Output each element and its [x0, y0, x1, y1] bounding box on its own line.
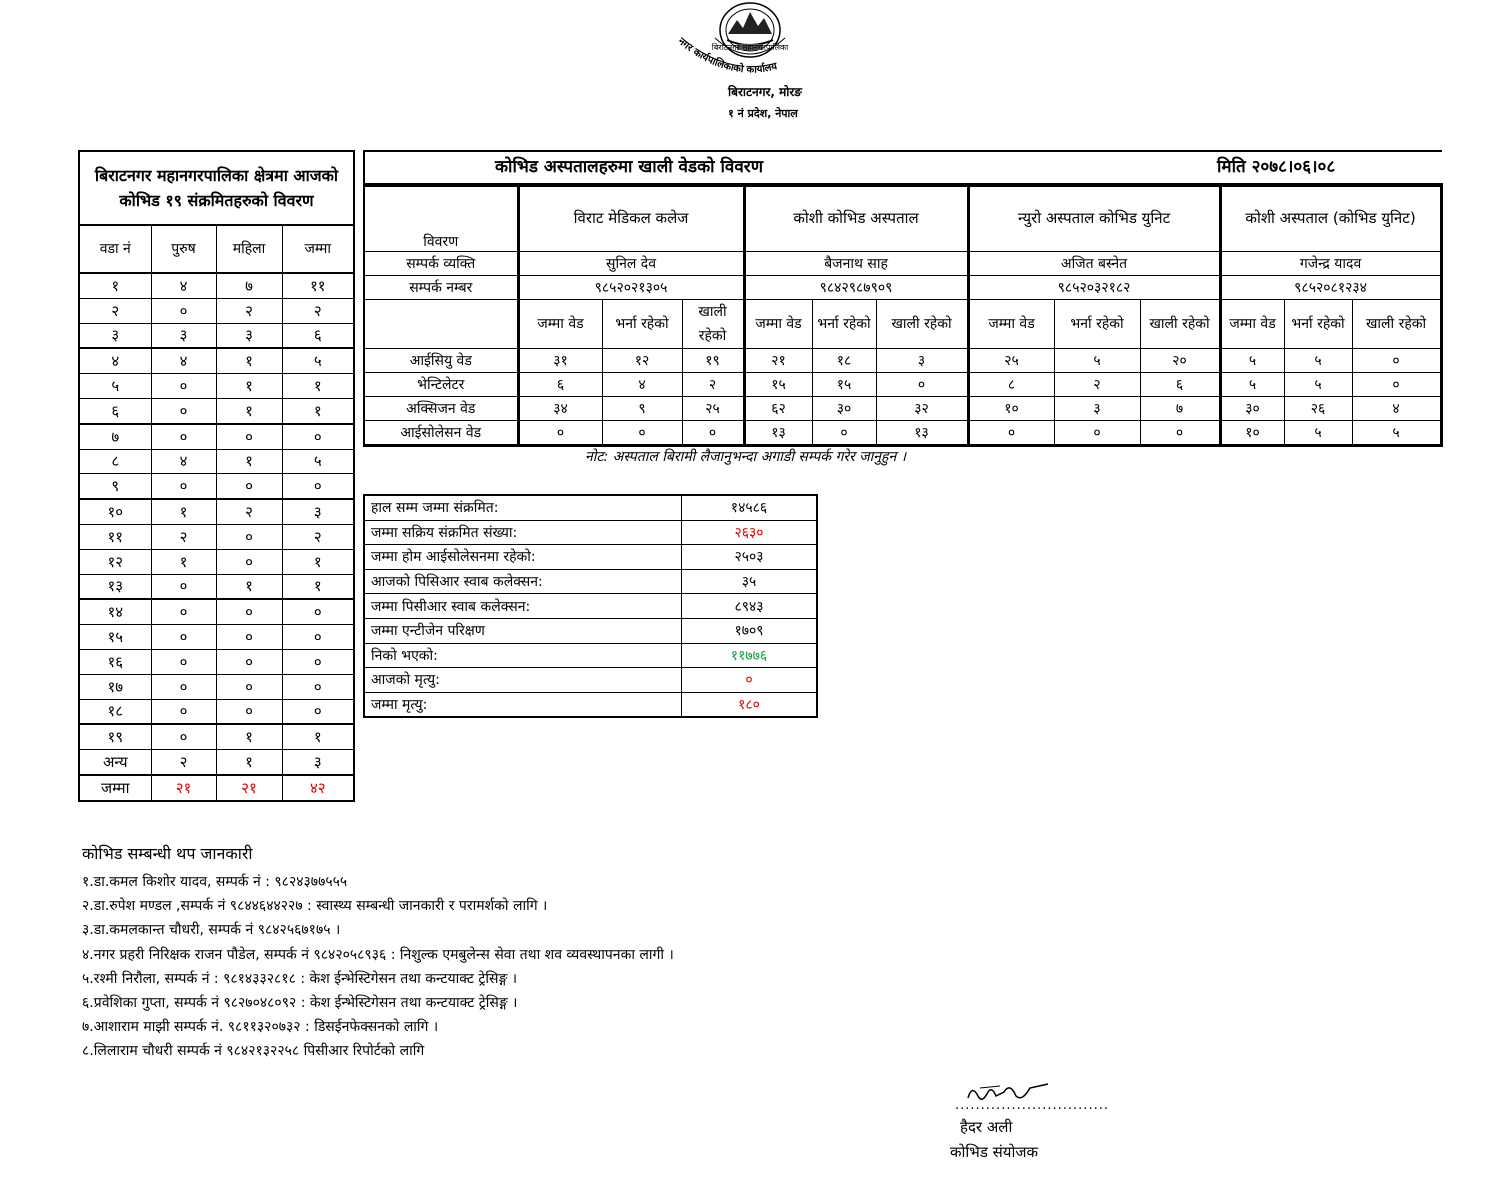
emblem-province: १ नं प्रदेश, नेपाल — [728, 107, 798, 120]
male-count: ० — [151, 599, 216, 624]
total-beds: ६ — [518, 373, 602, 397]
female-count: ० — [216, 674, 282, 699]
female-count: ० — [216, 625, 282, 650]
ward-row — [79, 424, 354, 449]
signature-line: .............................. — [955, 1098, 1109, 1113]
ward-row — [79, 474, 354, 499]
ward-number: १ — [79, 273, 151, 298]
summary-value: ८९४३ — [682, 594, 818, 619]
total-count: १ — [282, 398, 354, 423]
occupied-beds: ० — [602, 421, 682, 446]
summary-label: आजको पिसिआर स्वाब कलेक्सन: — [364, 569, 682, 594]
total-count: २ — [282, 298, 354, 323]
vacant-beds: ३ — [876, 349, 968, 373]
contact-line: ३.डा.कमलकान्त चौधरी, सम्पर्क नं ९८४२५६७१७५ । — [82, 922, 341, 939]
female-count: २ — [216, 298, 282, 323]
female-count: १ — [216, 374, 282, 399]
vacant-beds: २ — [682, 373, 744, 397]
occupied-beds: ९ — [602, 397, 682, 421]
ward-row — [79, 374, 354, 399]
total-count: ६ — [282, 323, 354, 348]
male-count: ० — [151, 625, 216, 650]
hospital-name-1: विराट मेडिकल कलेज — [518, 184, 744, 252]
occupied-beds: २६ — [1284, 397, 1352, 421]
summary-value: १८० — [682, 692, 818, 717]
summary-row — [364, 545, 817, 570]
summary-row — [364, 495, 817, 520]
ward-number: १३ — [79, 574, 151, 599]
vacant-beds-header: खाली रहेको — [1352, 300, 1441, 349]
ward-number: १७ — [79, 674, 151, 699]
ward-row — [79, 398, 354, 423]
contacts-list — [82, 870, 1082, 1064]
vacant-beds-header: खाली रहेको — [682, 300, 744, 349]
male-count: ० — [151, 398, 216, 423]
vacant-beds: ० — [1352, 373, 1441, 397]
vacant-beds-header: खाली रहेको — [1140, 300, 1220, 349]
ward-row — [79, 625, 354, 650]
summary-label: जम्मा मृत्यु: — [364, 692, 682, 717]
female-count: ० — [216, 649, 282, 674]
bed-type-row — [364, 373, 1441, 397]
ward-row — [79, 449, 354, 474]
occupied-beds-header: भर्ना रहेको — [1054, 300, 1140, 349]
summary-row — [364, 569, 817, 594]
summary-row — [364, 692, 817, 717]
total-count: ११ — [282, 273, 354, 298]
contact-line: २.डा.रुपेश मण्डल ,सम्पर्क नं ९८४४६४४२२७ : स्वास्थ्य सम्बन्धी जानकारी र परामर्शको लागि । — [82, 898, 548, 915]
vacant-beds: ० — [1140, 421, 1220, 446]
occupied-beds: ५ — [1284, 421, 1352, 446]
total-count: २ — [282, 524, 354, 549]
male-count: ३ — [151, 323, 216, 348]
male-count: ४ — [151, 273, 216, 298]
occupied-beds: ५ — [1284, 349, 1352, 373]
ward-number: ३ — [79, 323, 151, 348]
summary-value: ० — [682, 668, 818, 693]
ward-number: अन्य — [79, 750, 151, 775]
ward-number: १५ — [79, 625, 151, 650]
summary-label: जम्मा पिसीआर स्वाब कलेक्सन: — [364, 594, 682, 619]
total-count: ० — [282, 674, 354, 699]
label-detail: विवरण — [364, 184, 518, 252]
summary-label: निको भएको: — [364, 643, 682, 668]
total-beds-header: जम्मा वेड — [1220, 300, 1284, 349]
hospital-name-3: न्युरो अस्पताल कोभिड युनिट — [968, 184, 1220, 252]
summary-value: ३५ — [682, 569, 818, 594]
total-count: ५ — [282, 348, 354, 373]
total-count: ० — [282, 424, 354, 449]
vacant-beds: ५ — [1352, 421, 1441, 446]
female-count: ० — [216, 524, 282, 549]
female-count: ० — [216, 549, 282, 574]
vacant-beds: ३२ — [876, 397, 968, 421]
summary-label: जम्मा होम आईसोलेसनमा रहेको: — [364, 545, 682, 570]
occupied-beds: ३० — [812, 397, 876, 421]
ward-row — [79, 649, 354, 674]
occupied-beds: १५ — [812, 373, 876, 397]
total-beds: १५ — [744, 373, 812, 397]
contact-person-3: अजित बस्नेत — [968, 252, 1220, 276]
hospital-name-2: कोशी कोभिड अस्पताल — [744, 184, 968, 252]
male-count: १ — [151, 549, 216, 574]
total-beds-header: जम्मा वेड — [744, 300, 812, 349]
total-count: १ — [282, 374, 354, 399]
summary-table — [363, 494, 818, 718]
ward-number: १९ — [79, 724, 151, 749]
total-count: ० — [282, 599, 354, 624]
total-count: १ — [282, 549, 354, 574]
contact-person-2: बैजनाथ साह — [744, 252, 968, 276]
ward-cases-table — [78, 150, 355, 802]
ward-row — [79, 298, 354, 323]
female-count: १ — [216, 750, 282, 775]
ward-row — [79, 499, 354, 524]
ward-row — [79, 273, 354, 298]
bed-type-label: भेन्टिलेटर — [364, 373, 518, 397]
hospital-title: कोभिड अस्पतालहरुमा खाली वेडको विवरण — [495, 157, 764, 177]
total-beds: ५ — [1220, 349, 1284, 373]
ward-number: १४ — [79, 599, 151, 624]
summary-row — [364, 643, 817, 668]
total-beds-header: जम्मा वेड — [518, 300, 602, 349]
occupied-beds: १२ — [602, 349, 682, 373]
ward-row — [79, 574, 354, 599]
male-count: ० — [151, 674, 216, 699]
contact-number-3: ९८५२०३२१८२ — [968, 276, 1220, 300]
occupied-beds: २ — [1054, 373, 1140, 397]
ward-number: १६ — [79, 649, 151, 674]
summary-row — [364, 618, 817, 643]
summary-label: हाल सम्म जम्मा संक्रमित: — [364, 495, 682, 520]
summary-value: २६३० — [682, 520, 818, 545]
ward-number: १२ — [79, 549, 151, 574]
male-count: २ — [151, 750, 216, 775]
occupied-beds: ४ — [602, 373, 682, 397]
contact-line: ५.रश्मी निरौला, सम्पर्क नं : ९८१४३३२८१८ : केश ईन्भेस्टिगेसन तथा कन्टयाक्ट ट्रेसिङ्ग । — [82, 970, 518, 987]
occupied-beds-header: भर्ना रहेको — [1284, 300, 1352, 349]
female-count: १ — [216, 398, 282, 423]
contact-line: ६.प्रवेशिका गुप्ता, सम्पर्क नं ९८२७०४८०९२ : केश ईन्भेस्टिगेसन तथा कन्टयाक्ट ट्रेसिङ्ग । — [82, 994, 518, 1011]
emblem-text-top: बिराटनगर महानगरपालिका — [711, 43, 789, 52]
contact-line: १.डा.कमल किशोर यादव, सम्पर्क नं : ९८२४३७७५५५ — [82, 874, 348, 890]
male-count: ४ — [151, 348, 216, 373]
vacant-beds-header: खाली रहेको — [876, 300, 968, 349]
bed-type-label: आईसोलेसन वेड — [364, 421, 518, 446]
vacant-beds: २० — [1140, 349, 1220, 373]
summary-row — [364, 520, 817, 545]
ward-header-ward: वडा नं — [79, 225, 151, 273]
occupied-beds: ३ — [1054, 397, 1140, 421]
vacant-beds: १३ — [876, 421, 968, 446]
vacant-beds: १९ — [682, 349, 744, 373]
summary-value: २५०३ — [682, 545, 818, 570]
vacant-beds: ६ — [1140, 373, 1220, 397]
contact-line: ४.नगर प्रहरी निरिक्षक राजन पौडेल, सम्पर्क नं ९८४२०५८९३६ : निशुल्क एमबुलेन्स सेवा तथा शव व्यवस्थापनका लागी । — [82, 946, 674, 963]
male-count: ० — [151, 298, 216, 323]
total-beds: ० — [968, 421, 1054, 446]
bed-type-row — [364, 421, 1441, 446]
signatory-name: हैदर अली — [960, 1118, 1013, 1136]
ward-row — [79, 323, 354, 348]
total-count: ३ — [282, 499, 354, 524]
ward-number: ८ — [79, 449, 151, 474]
total-beds: ३४ — [518, 397, 602, 421]
total-beds: ० — [518, 421, 602, 446]
bed-type-label: आईसियु वेड — [364, 349, 518, 373]
ward-row — [79, 549, 354, 574]
report-date: मिति २०७८।०६।०८ — [1217, 157, 1336, 177]
total-count: ० — [282, 649, 354, 674]
municipality-emblem — [655, 0, 845, 125]
svg-text:नगर कार्यपालिकाको कार्यालय: नगर कार्यपालिकाको कार्यालय — [675, 36, 779, 76]
occupied-beds-header: भर्ना रहेको — [812, 300, 876, 349]
occupied-beds: ० — [812, 421, 876, 446]
ward-number: ९ — [79, 474, 151, 499]
hospital-name-4: कोशी अस्पताल (कोभिड युनिट) — [1220, 184, 1441, 252]
bed-type-label: अक्सिजन वेड — [364, 397, 518, 421]
contacts-section — [82, 842, 1082, 1064]
male-total: २१ — [151, 775, 216, 801]
male-count: ० — [151, 724, 216, 749]
male-count: ० — [151, 649, 216, 674]
occupied-beds: ५ — [1284, 373, 1352, 397]
occupied-beds: १८ — [812, 349, 876, 373]
emblem-city: बिराटनगर, मोरङ — [728, 85, 802, 99]
male-count: ० — [151, 574, 216, 599]
occupied-beds: ५ — [1054, 349, 1140, 373]
occupied-beds: ० — [1054, 421, 1140, 446]
contact-person-4: गजेन्द्र यादव — [1220, 252, 1441, 276]
contact-number-4: ९८५२०८१२३४ — [1220, 276, 1441, 300]
ward-table-title: बिराटनगर महानगरपालिका क्षेत्रमा आजको कोभिड १९ संक्रमितहरुको विवरण — [79, 151, 354, 225]
ward-row — [79, 599, 354, 624]
label-contact-person: सम्पर्क व्यक्ति — [364, 252, 518, 276]
bed-type-row — [364, 349, 1441, 373]
contact-line: ७.आशाराम माझी सम्पर्क नं. ९८११३२०७३२ : डिसईनफेक्सनको लागि । — [82, 1019, 439, 1036]
summary-row — [364, 594, 817, 619]
total-beds-header: जम्मा वेड — [968, 300, 1054, 349]
summary-label: जम्मा सक्रिय संक्रमित संख्या: — [364, 520, 682, 545]
female-count: ० — [216, 599, 282, 624]
female-count: १ — [216, 724, 282, 749]
male-count: १ — [151, 499, 216, 524]
ward-header-total: जम्मा — [282, 225, 354, 273]
ward-number: २ — [79, 298, 151, 323]
signatory-role: कोभिड संयोजक — [950, 1143, 1039, 1161]
bed-type-row — [364, 397, 1441, 421]
female-count: १ — [216, 449, 282, 474]
ward-row — [79, 674, 354, 699]
total-beds: १० — [1220, 421, 1284, 446]
female-total: २१ — [216, 775, 282, 801]
male-count: ० — [151, 699, 216, 724]
total-beds: २१ — [744, 349, 812, 373]
male-count: ० — [151, 424, 216, 449]
vacant-beds: ४ — [1352, 397, 1441, 421]
male-count: ० — [151, 474, 216, 499]
total-beds: ६२ — [744, 397, 812, 421]
total-beds: २५ — [968, 349, 1054, 373]
female-count: ३ — [216, 323, 282, 348]
ward-row — [79, 524, 354, 549]
ward-number: ४ — [79, 348, 151, 373]
female-count: ० — [216, 474, 282, 499]
total-beds: ५ — [1220, 373, 1284, 397]
vacant-beds: ० — [682, 421, 744, 446]
male-count: ० — [151, 374, 216, 399]
grand-total: ४२ — [282, 775, 354, 801]
vacant-beds: २५ — [682, 397, 744, 421]
ward-row — [79, 750, 354, 775]
ward-number: ११ — [79, 524, 151, 549]
blank-label-cell — [364, 300, 518, 349]
total-label: जम्मा — [79, 775, 151, 801]
ward-number: १८ — [79, 699, 151, 724]
total-beds: १३ — [744, 421, 812, 446]
female-count: ० — [216, 699, 282, 724]
total-count: ५ — [282, 449, 354, 474]
ward-number: ६ — [79, 398, 151, 423]
total-count: ० — [282, 699, 354, 724]
ward-total-row — [79, 775, 354, 801]
contact-number-1: ९८५२०२१३०५ — [518, 276, 744, 300]
vacant-beds: ० — [1352, 349, 1441, 373]
summary-value: ११७७६ — [682, 643, 818, 668]
total-beds: १० — [968, 397, 1054, 421]
total-count: ० — [282, 625, 354, 650]
female-count: १ — [216, 348, 282, 373]
total-beds: ३० — [1220, 397, 1284, 421]
summary-value: १७०९ — [682, 618, 818, 643]
ward-header-male: पुरुष — [151, 225, 216, 273]
total-beds: ३१ — [518, 349, 602, 373]
contact-person-1: सुनिल देव — [518, 252, 744, 276]
summary-label: आजको मृत्यु: — [364, 668, 682, 693]
hospital-note: नोट: अस्पताल बिरामी लैजानुभन्दा अगाडी सम्पर्क गरेर जानुहुन । — [585, 449, 907, 465]
ward-row — [79, 724, 354, 749]
hospital-beds-table — [363, 183, 1443, 447]
male-count: २ — [151, 524, 216, 549]
male-count: ४ — [151, 449, 216, 474]
ward-number: ५ — [79, 374, 151, 399]
vacant-beds: ० — [876, 373, 968, 397]
total-count: १ — [282, 724, 354, 749]
female-count: २ — [216, 499, 282, 524]
summary-row — [364, 668, 817, 693]
ward-number: ७ — [79, 424, 151, 449]
total-beds: ८ — [968, 373, 1054, 397]
contacts-title: कोभिड सम्बन्धी थप जानकारी — [82, 844, 253, 863]
female-count: १ — [216, 574, 282, 599]
female-count: ७ — [216, 273, 282, 298]
contact-number-2: ९८४२९८७९०९ — [744, 276, 968, 300]
female-count: ० — [216, 424, 282, 449]
label-contact-number: सम्पर्क नम्बर — [364, 276, 518, 300]
occupied-beds-header: भर्ना रहेको — [602, 300, 682, 349]
contact-line: ८.लिलाराम चौधरी सम्पर्क नं ९८४२१३२२५८ पिसीआर रिपोर्टको लागि — [82, 1043, 425, 1060]
hospital-header — [363, 150, 1442, 187]
vacant-beds: ७ — [1140, 397, 1220, 421]
ward-row — [79, 348, 354, 373]
total-count: ० — [282, 474, 354, 499]
total-count: १ — [282, 574, 354, 599]
total-count: ३ — [282, 750, 354, 775]
ward-row — [79, 699, 354, 724]
ward-header-female: महिला — [216, 225, 282, 273]
summary-value: १४५८६ — [682, 495, 818, 520]
summary-label: जम्मा एन्टीजेन परिक्षण — [364, 618, 682, 643]
ward-number: १० — [79, 499, 151, 524]
